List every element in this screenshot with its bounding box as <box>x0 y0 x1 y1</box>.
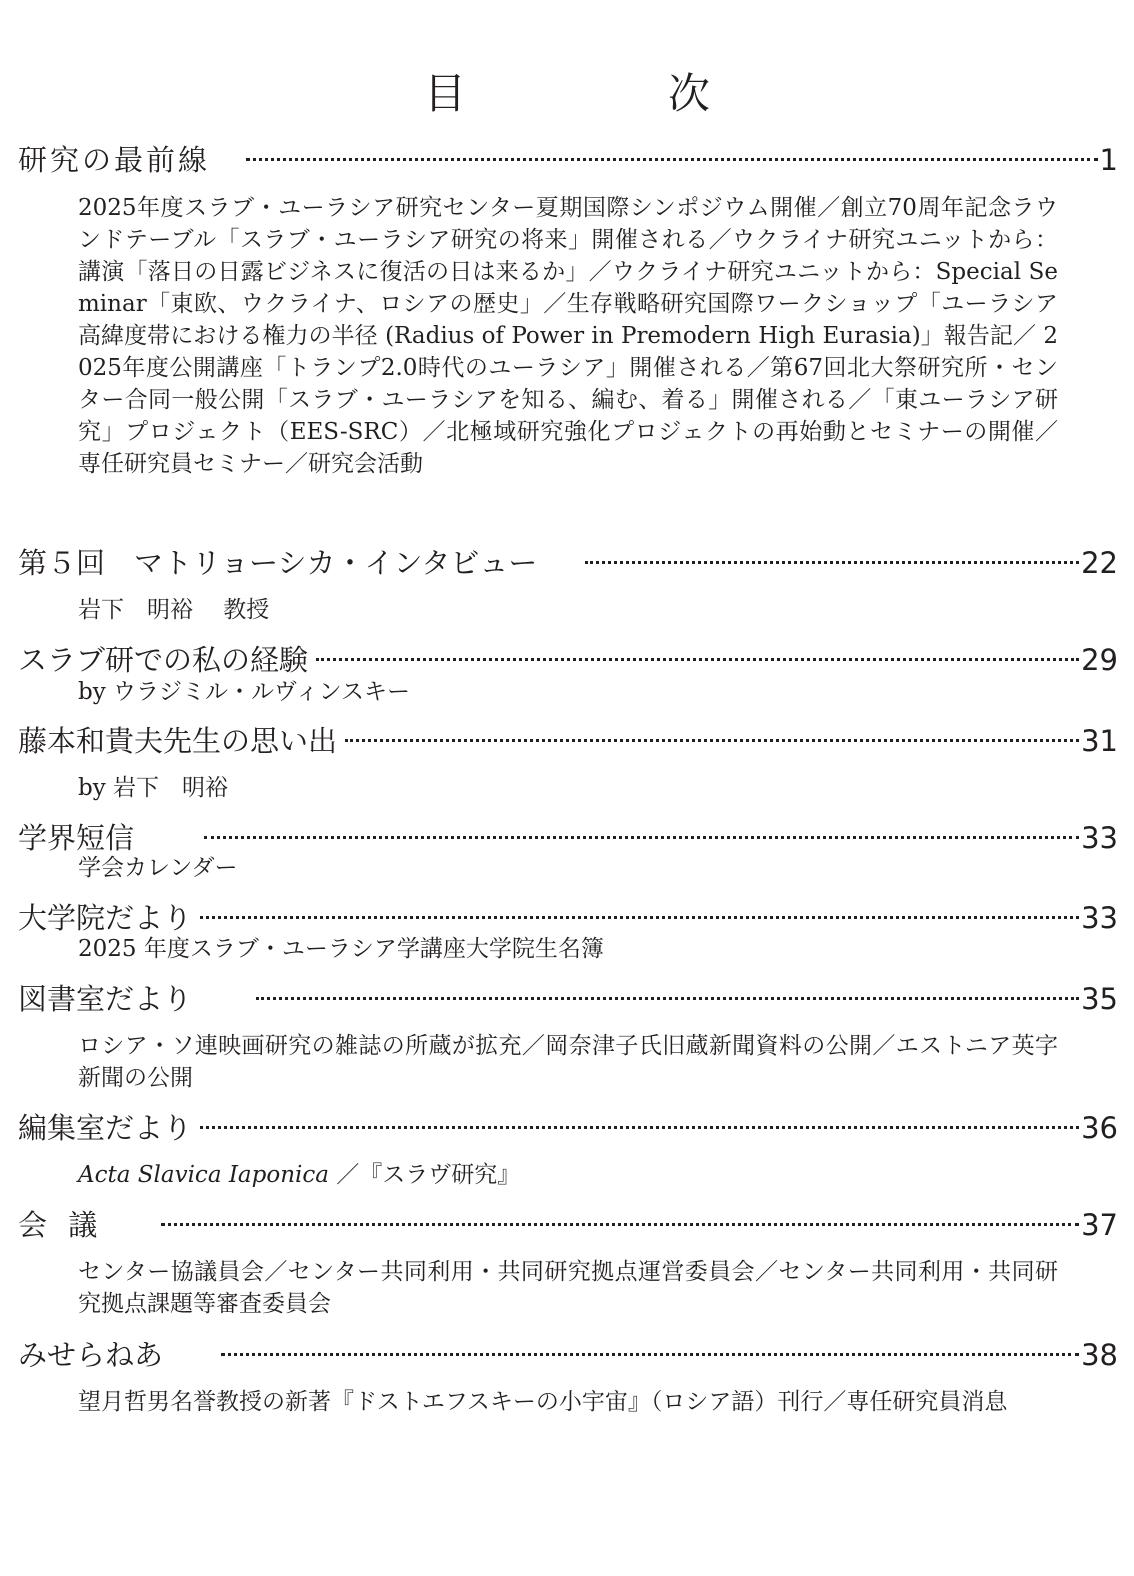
dot-leader <box>246 158 1098 161</box>
dot-leader <box>256 997 1079 1000</box>
toc-entry-label: 図書室だより <box>18 982 193 1016</box>
dot-leader <box>221 1353 1079 1356</box>
toc-entry-description: ロシア・ソ連映画研究の雑誌の所蔵が拡充／岡奈津子氏旧蔵新聞資料の公開／エストニア英字新聞の公開 <box>78 1033 1058 1091</box>
toc-entry-label: 会 議 <box>18 1208 104 1242</box>
toc-entry-description: 岩下 明裕 教授 <box>78 597 270 623</box>
dot-leader <box>161 1223 1079 1226</box>
toc-entry-page: 36 <box>1081 1111 1118 1145</box>
toc-entry-description: 望月哲男名誉教授の新著『ドストエフスキーの小宇宙』（ロシア語）刊行／専任研究員消息 <box>78 1389 1008 1415</box>
toc-entry[interactable] <box>18 140 1118 180</box>
toc-entry-description <box>78 1159 1058 1191</box>
toc-entry-description: 学会カレンダー <box>78 855 238 881</box>
toc-entry-page: 33 <box>1081 821 1118 855</box>
journal-title: Acta Slavica Iaponica <box>78 1162 329 1188</box>
toc-entry-page: 22 <box>1081 546 1118 580</box>
toc-entry-label: 研究の最前線 <box>18 143 211 177</box>
dot-leader <box>316 658 1079 661</box>
toc-entry-label: 第５回 マトリョーシカ・インタビュー <box>18 546 538 580</box>
toc-entry-page: 1 <box>1099 143 1118 177</box>
toc-entry-page: 37 <box>1081 1208 1118 1242</box>
dot-leader <box>345 739 1079 742</box>
dot-leader <box>204 836 1079 839</box>
journal-title-rest: ／『スラヴ研究』 <box>328 1162 521 1188</box>
toc-entry-page: 31 <box>1081 724 1118 758</box>
toc-entry[interactable] <box>18 1335 1118 1375</box>
toc-entry-label: みせらねあ <box>18 1338 164 1372</box>
toc-entry[interactable] <box>18 898 1118 938</box>
toc-entry-label: 学界短信 <box>18 821 135 855</box>
toc-entry-description: by ウラジミル・ルヴィンスキー <box>78 679 410 705</box>
dot-leader <box>200 1126 1079 1129</box>
dot-leader <box>200 916 1079 919</box>
toc-entry[interactable] <box>18 979 1118 1019</box>
toc-entry-label: 編集室だより <box>18 1111 193 1145</box>
toc-entry-label: 藤本和貴夫先生の思い出 <box>18 724 338 758</box>
toc-entry[interactable] <box>18 721 1118 761</box>
toc-entry-description: センター協議員会／センター共同利用・共同研究拠点運営委員会／センター共同利用・共同研究拠点課題等審査委員会 <box>78 1259 1058 1317</box>
toc-entry[interactable] <box>18 1108 1118 1148</box>
page-title: 目 次 <box>423 69 790 118</box>
dot-leader <box>585 561 1079 564</box>
toc-entry-page: 29 <box>1081 643 1118 677</box>
toc-entry-page: 35 <box>1081 982 1118 1016</box>
toc-entry[interactable] <box>18 1205 1118 1245</box>
toc-entry[interactable] <box>18 640 1118 680</box>
toc-entry-page: 38 <box>1081 1338 1118 1372</box>
toc-entry-page: 33 <box>1081 901 1118 935</box>
toc-entry[interactable] <box>18 543 1118 583</box>
toc-entry-label: スラブ研での私の経験 <box>18 643 309 677</box>
toc-entry-description: 2025年度スラブ・ユーラシア研究センター夏期国際シンポジウム開催／創立70周年記念ラウンドテーブル「スラブ・ユーラシア研究の将来」開催される／ウクライナ研究ユニットから：講演「落日の日露ビジネスに復活の日は来るか」／ウクライナ研究ユニットから：Special Seminar「東欧、ウクライナ、ロシアの歴史」／生存戦略研究国際ワークショップ「ユーラシア高緯度帯における権力の半径 (Radius of Power in Premodern High Eurasia)」報告記／ 2025年度公開講座「トランプ2.0時代のユーラシア」開催される／第67回北大祭研究所・センター合同一般公開「スラブ・ユーラシアを知る、編む、着る」開催される／「東ユーラシア研究」プロジェクト（EES-SRC）／北極域研究強化プロジェクトの再始動とセミナーの開催／専任研究員セミナー／研究会活動 <box>78 195 1058 477</box>
toc-entry-label: 大学院だより <box>18 901 193 935</box>
toc-entry-description: 2025 年度スラブ・ユーラシア学講座大学院生名簿 <box>78 936 604 962</box>
toc-entry-description: by 岩下 明裕 <box>78 775 229 801</box>
